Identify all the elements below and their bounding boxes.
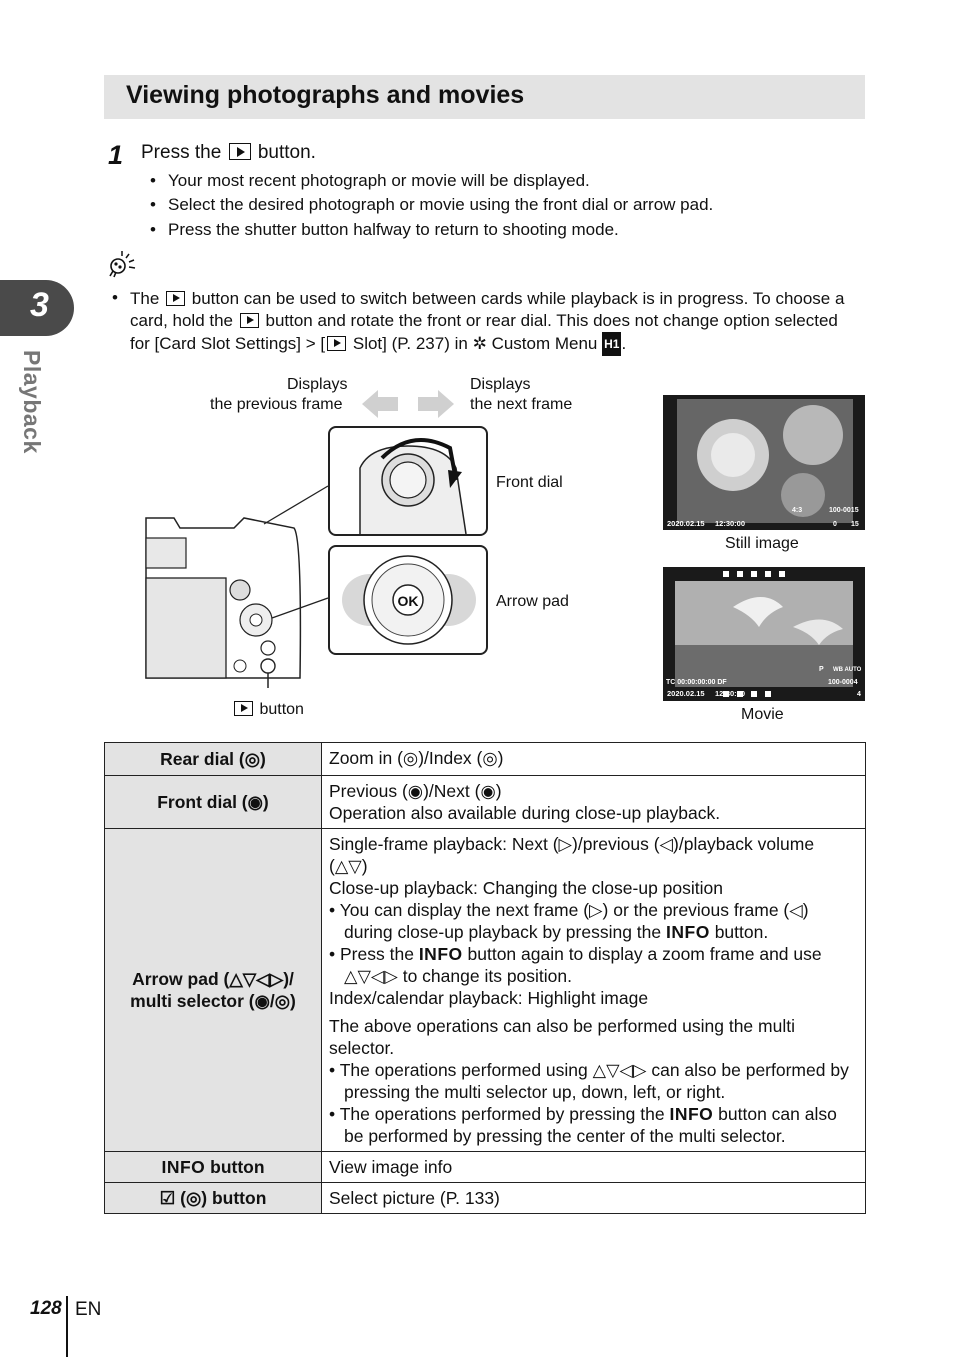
- right-arrow-icon: ▷: [558, 834, 573, 854]
- chapter-number: 3: [30, 286, 49, 324]
- row-label-arrow-pad: Arrow pad (△▽◁▷)/ multi selector (◉/◎): [105, 829, 322, 1152]
- arrow-pad-label: Arrow pad: [496, 593, 569, 610]
- svg-text:100-0015: 100-0015: [829, 507, 859, 514]
- step-bullet: • Select the desired photograph or movie using the front dial or arrow pad.: [150, 195, 714, 214]
- arrows-icon: △▽◁▷: [229, 969, 284, 989]
- check-icon: ☑: [159, 1188, 176, 1208]
- previous-icon: ◉: [407, 781, 424, 801]
- table-row: [105, 1183, 866, 1214]
- right-arrow-icon: ▷: [589, 900, 603, 920]
- next-label-1: Displays: [470, 376, 531, 393]
- arrow-pad-illustration: [330, 547, 486, 653]
- note-bullet-dot: •: [112, 288, 118, 307]
- row-desc-select: Select picture (P. 133): [322, 1183, 866, 1214]
- still-image-screen: [663, 395, 865, 530]
- camera-back-illustration: [144, 478, 330, 688]
- svg-text:WB AUTO: WB AUTO: [833, 667, 862, 673]
- step-bullet: • Your most recent photograph or movie will be displayed.: [150, 171, 590, 190]
- row-desc-info: View image info: [322, 1152, 866, 1183]
- front-dial-illustration: [330, 428, 486, 534]
- front-dial-label: Front dial: [496, 474, 563, 491]
- language-label: EN: [75, 1299, 102, 1320]
- footer-divider: [66, 1296, 68, 1357]
- still-image-photo: [663, 395, 865, 530]
- prev-label-1: Displays: [287, 376, 348, 393]
- row-desc-rear-dial: Zoom in (◎)/Index (◎): [322, 743, 866, 776]
- front-dial-panel: [328, 426, 488, 536]
- step-bullet: • Press the shutter button halfway to return to shooting mode.: [150, 220, 619, 239]
- row-label-info: INFO button: [105, 1152, 322, 1183]
- tip-note: The button can be used to switch between cards while playback is in progress. To choose a card, hold the button and rotate the front or rear dial. This does not change option selected for [Card Slot Settings] > [ Slot] (P. 237) in ✲ Custom Menu H1 .: [130, 288, 860, 356]
- front-dial-icon: ◉: [247, 792, 263, 812]
- up-down-icon: △▽: [334, 856, 362, 876]
- step-instruction: [141, 142, 316, 164]
- direction-arrows-icon: [358, 388, 458, 420]
- step-text-before: Press the: [141, 142, 222, 163]
- row-label-select: ☑ (◎) button: [105, 1183, 322, 1214]
- svg-text:TC 00:00:00:00 DF: TC 00:00:00:00 DF: [666, 679, 727, 686]
- table-row: [105, 743, 866, 776]
- svg-text:15: 15: [851, 521, 859, 528]
- svg-text:4: 4: [857, 691, 861, 698]
- chapter-name: Playback: [19, 350, 45, 454]
- arrows-icon: △▽◁▷: [592, 1060, 647, 1080]
- movie-caption: Movie: [741, 706, 784, 723]
- prev-label-2: the previous frame: [210, 396, 343, 413]
- svg-text:100-0004: 100-0004: [828, 679, 858, 686]
- movie-screen: [663, 567, 865, 701]
- svg-text:2020.02.15: 2020.02.15: [667, 689, 705, 698]
- page-title: Viewing photographs and movies: [126, 81, 525, 109]
- play-button-label: button: [232, 700, 304, 719]
- svg-text:2020.02.15: 2020.02.15: [667, 519, 705, 528]
- row-desc-arrow-pad: Single-frame playback: Next (▷)/previous (◁)/playback volume (△▽) Close-up playback: Changing the close-up position • You can display the next frame (▷) or the previous frame (◁) during close-up playback by pressing the INFO button. • Press the INFO button again to display a zoom frame and use △▽◁▷ to change its position. Index/calendar playback: Highlight image The above operations can also be performed using the multi selector. • The operations performed using △▽◁▷ can also be performed by pressing the multi selector up, down, left, or right. • The operations performed by pressing the INFO button can also be performed by pressing the center of the multi selector.: [322, 829, 866, 1152]
- movie-frame-photo: [663, 567, 865, 701]
- next-label-2: the next frame: [470, 396, 573, 413]
- still-image-caption: Still image: [725, 535, 799, 552]
- step-number: 1: [108, 140, 124, 170]
- left-arrow-icon: ◁: [659, 834, 674, 854]
- page-number: 128: [30, 1298, 62, 1319]
- left-arrow-icon: ◁: [789, 900, 803, 920]
- multi-selector-icon: ◉/◎: [254, 991, 291, 1011]
- index-icon: ◎: [482, 748, 498, 768]
- arrow-pad-panel: [328, 545, 488, 655]
- table-row: [105, 829, 866, 1152]
- table-row: [105, 1152, 866, 1183]
- playback-icon: [234, 701, 253, 716]
- gear-icon: ✲: [472, 334, 487, 353]
- table-row: [105, 776, 866, 829]
- svg-text:4:3: 4:3: [792, 507, 803, 514]
- playback-icon: [327, 336, 346, 351]
- step-text-after: button.: [257, 142, 316, 163]
- tip-icon: [104, 250, 140, 280]
- svg-text:12:30:00: 12:30:00: [715, 689, 746, 698]
- custom-menu-badge: H1: [602, 332, 621, 356]
- next-icon: ◉: [480, 781, 496, 801]
- svg-text:P: P: [819, 666, 824, 673]
- svg-text:0: 0: [833, 521, 837, 528]
- row-label-rear-dial: Rear dial (◎): [105, 743, 322, 776]
- playback-icon: [240, 313, 259, 328]
- row-label-front-dial: Front dial (◉): [105, 776, 322, 829]
- zoom-in-icon: ◎: [402, 748, 419, 768]
- arrows-icon: △▽◁▷: [344, 966, 398, 986]
- rear-dial-icon: ◎: [244, 749, 261, 769]
- playback-icon: [166, 291, 185, 306]
- operations-table: [104, 742, 866, 1214]
- ok-dial-icon: ◎: [186, 1188, 202, 1208]
- ok-label: OK: [397, 593, 419, 609]
- svg-text:12:30:00: 12:30:00: [715, 519, 746, 528]
- playback-icon: [229, 143, 251, 160]
- row-desc-front-dial: Previous (◉)/Next (◉) Operation also available during close-up playback.: [322, 776, 866, 829]
